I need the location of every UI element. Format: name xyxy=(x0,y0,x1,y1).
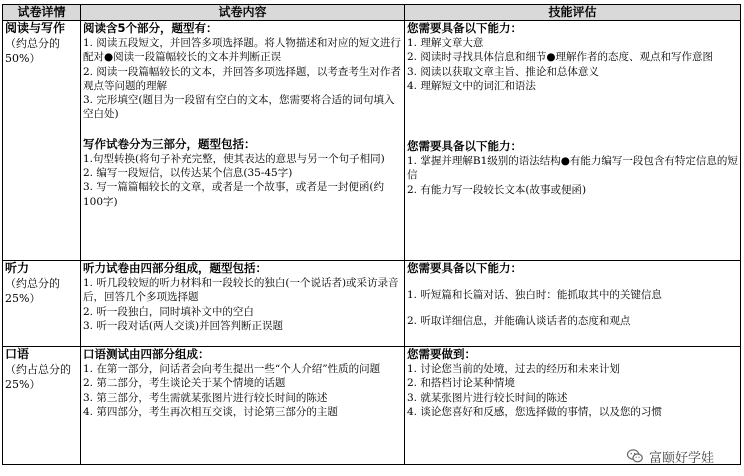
skill-line: 1. 掌握并理解B1级别的语法结构●有能力编写一段包含有特定信息的短信 xyxy=(407,155,738,182)
section-title: 您需要具备以下能力： xyxy=(407,139,522,154)
category-title: 口语 xyxy=(5,347,30,361)
content-line: 3. 写一篇篇幅较长的文章，或者是一个故事，或者是一封便函(约100字) xyxy=(83,181,384,208)
content-line: 4. 第四部分，考生再次相互交谈，讨论第三部分的主题 xyxy=(83,405,338,418)
skill-line: 1. 理解文章大意 xyxy=(407,37,484,49)
category-cell xyxy=(3,21,81,261)
wechat-icon xyxy=(626,447,644,465)
skills-cell xyxy=(405,261,741,347)
category-cell xyxy=(3,347,81,465)
content-line: 2. 第二部分，考生谈论关于某个情境的话题 xyxy=(83,377,286,390)
content-line: 1. 听几段较短的听力材料和一段较长的独白(一个说话者)或采访录音后，回答几个多项选择题 xyxy=(83,277,399,304)
content-line: 2. 编写一段短信，以传达某个信息(35-45字) xyxy=(83,167,293,180)
skills-cell xyxy=(405,21,741,261)
content-line: 1.句型转换(将句子补充完整，使其表达的意思与另一个句子相同) xyxy=(83,152,385,165)
section-title: 阅读含5个部分，题型有： xyxy=(83,21,218,35)
content-line: 3. 听一段对话(两人交谈)并回答判断正误题 xyxy=(83,319,284,332)
section-title: 您需要具备以下能力： xyxy=(407,21,522,35)
section-title: 口语测试由四部分组成： xyxy=(83,347,210,361)
category-title: 听力 xyxy=(5,261,30,275)
content-line: 1. 在第一部分，问话者会向考生提出一些“个人介绍”性质的问题 xyxy=(83,363,381,375)
skill-line: 4. 谈论您喜好和反感，您选择做的事情，以及您的习惯 xyxy=(407,405,662,418)
section-title: 您需要具备以下能力： xyxy=(407,261,522,275)
header-row xyxy=(3,5,741,21)
header-exam-details: 试卷详情 xyxy=(3,5,81,21)
skill-line: 1. 讨论您当前的处境，过去的经历和未来计划 xyxy=(407,363,620,375)
watermark-text: 富颐好学娃 xyxy=(648,450,714,466)
header-exam-content: 试卷内容 xyxy=(81,5,405,21)
exam-details-table xyxy=(2,4,741,465)
section-title: 您需要做到： xyxy=(407,347,476,361)
row-reading-writing xyxy=(3,21,741,261)
content-cell xyxy=(81,347,405,465)
section-title: 听力试卷由四部分组成，题型包括： xyxy=(83,261,267,275)
content-line: 1. 阅读五段短文，并回答多项选择题。将人物描述和对应的短文进行配对●阅读一段篇幅较长的文本并判断正误 xyxy=(83,37,401,64)
category-note: （约总分的50%） xyxy=(5,37,60,65)
content-line: 3. 完形填空(题目为一段留有空白的文本，您需要将合适的词句填入空白处) xyxy=(83,94,395,121)
row-listening xyxy=(3,261,741,347)
skill-line: 3. 就某张图片进行较长时间的陈述 xyxy=(407,391,568,404)
skill-line: 4. 理解短文中的词汇和语法 xyxy=(407,79,536,92)
header-skill-assessment: 技能评估 xyxy=(405,5,741,21)
category-note: （约占总分的25%） xyxy=(5,363,71,391)
section-title: 写作试卷分为三部分，题型包括： xyxy=(83,136,256,151)
content-line: 3. 第三部分，考生需就某张图片进行较长时间的陈述 xyxy=(83,391,328,404)
watermark xyxy=(626,445,714,467)
category-note: （约总分的25%） xyxy=(5,277,60,305)
skill-line: 2. 阅读时寻找具体信息和细节●理解作者的态度、观点和写作意图 xyxy=(407,51,714,64)
category-cell xyxy=(3,261,81,347)
content-cell xyxy=(81,261,405,347)
skill-line: 2. 有能力写一段较长文本(故事或便函) xyxy=(407,183,587,196)
skill-line: 2. 和搭档讨论某种情境 xyxy=(407,377,515,390)
skill-line: 2. 听取详细信息，并能确认谈话者的态度和观点 xyxy=(407,315,631,328)
category-title: 阅读与写作 xyxy=(5,21,66,35)
content-cell xyxy=(81,21,405,261)
skill-line: 1. 听短篇和长篇对话、独白时：能抓取其中的关键信息 xyxy=(407,289,662,301)
skill-line: 3. 阅读以获取文章主旨、推论和总体意义 xyxy=(407,65,599,78)
content-line: 2. 听一段独白，同时填补文中的空白 xyxy=(83,305,254,318)
content-line: 2. 阅读一段篇幅较长的文本，并回答多项选择题，以考查考生对作者观点等问题的理解 xyxy=(83,65,401,92)
